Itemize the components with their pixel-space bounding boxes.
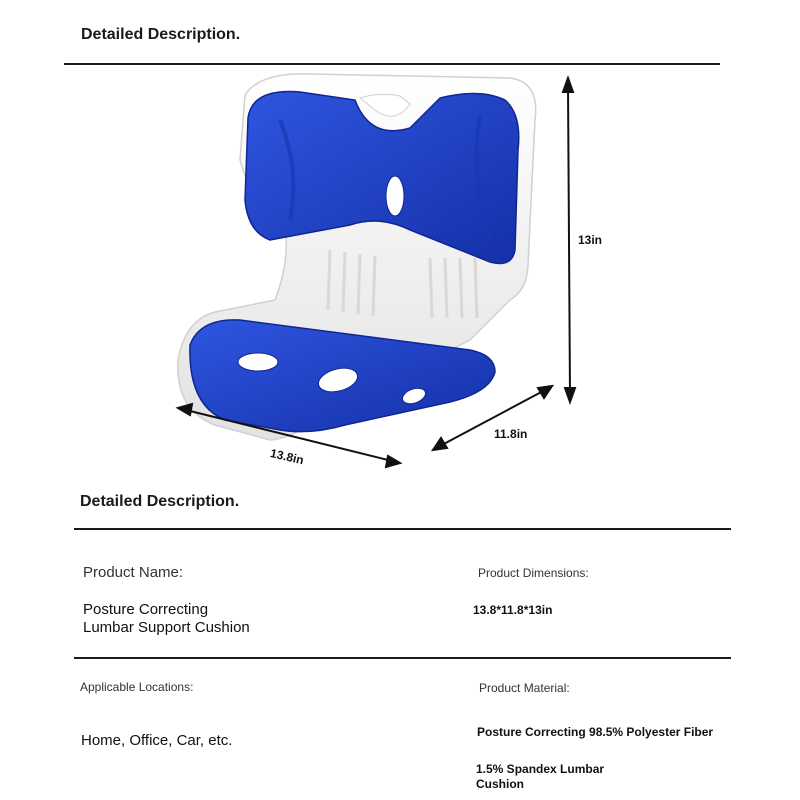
bottom-heading: Detailed Description. xyxy=(80,493,240,510)
dimensions-value: 13.8*11.8*13in xyxy=(473,603,553,617)
height-arrow xyxy=(563,78,575,402)
material-value-line2: 1.5% Spandex Lumbar xyxy=(476,762,605,776)
dimensions-label: Product Dimensions: xyxy=(478,566,589,580)
locations-label: Applicable Locations: xyxy=(80,680,194,694)
locations-value: Home, Office, Car, etc. xyxy=(81,732,233,749)
spec-divider xyxy=(74,657,731,659)
height-label: 13in xyxy=(578,233,603,247)
backrest-hole xyxy=(386,176,404,216)
bottom-divider xyxy=(74,528,731,530)
product-name-value-line2: Lumbar Support Cushion xyxy=(83,619,250,636)
product-image xyxy=(0,66,800,476)
width-label: 13.8in xyxy=(268,446,306,468)
product-name-value-line1: Posture Correcting xyxy=(83,601,209,618)
top-divider xyxy=(64,63,720,65)
material-value-line3: Cushion xyxy=(476,777,524,791)
top-heading: Detailed Description. xyxy=(81,26,241,43)
material-label: Product Material: xyxy=(479,681,570,695)
seat-hole-left xyxy=(238,353,278,371)
product-name-label: Product Name: xyxy=(83,564,184,581)
depth-label: 11.8in xyxy=(494,427,528,441)
material-value-line1: Posture Correcting 98.5% Polyester Fiber xyxy=(477,725,714,739)
